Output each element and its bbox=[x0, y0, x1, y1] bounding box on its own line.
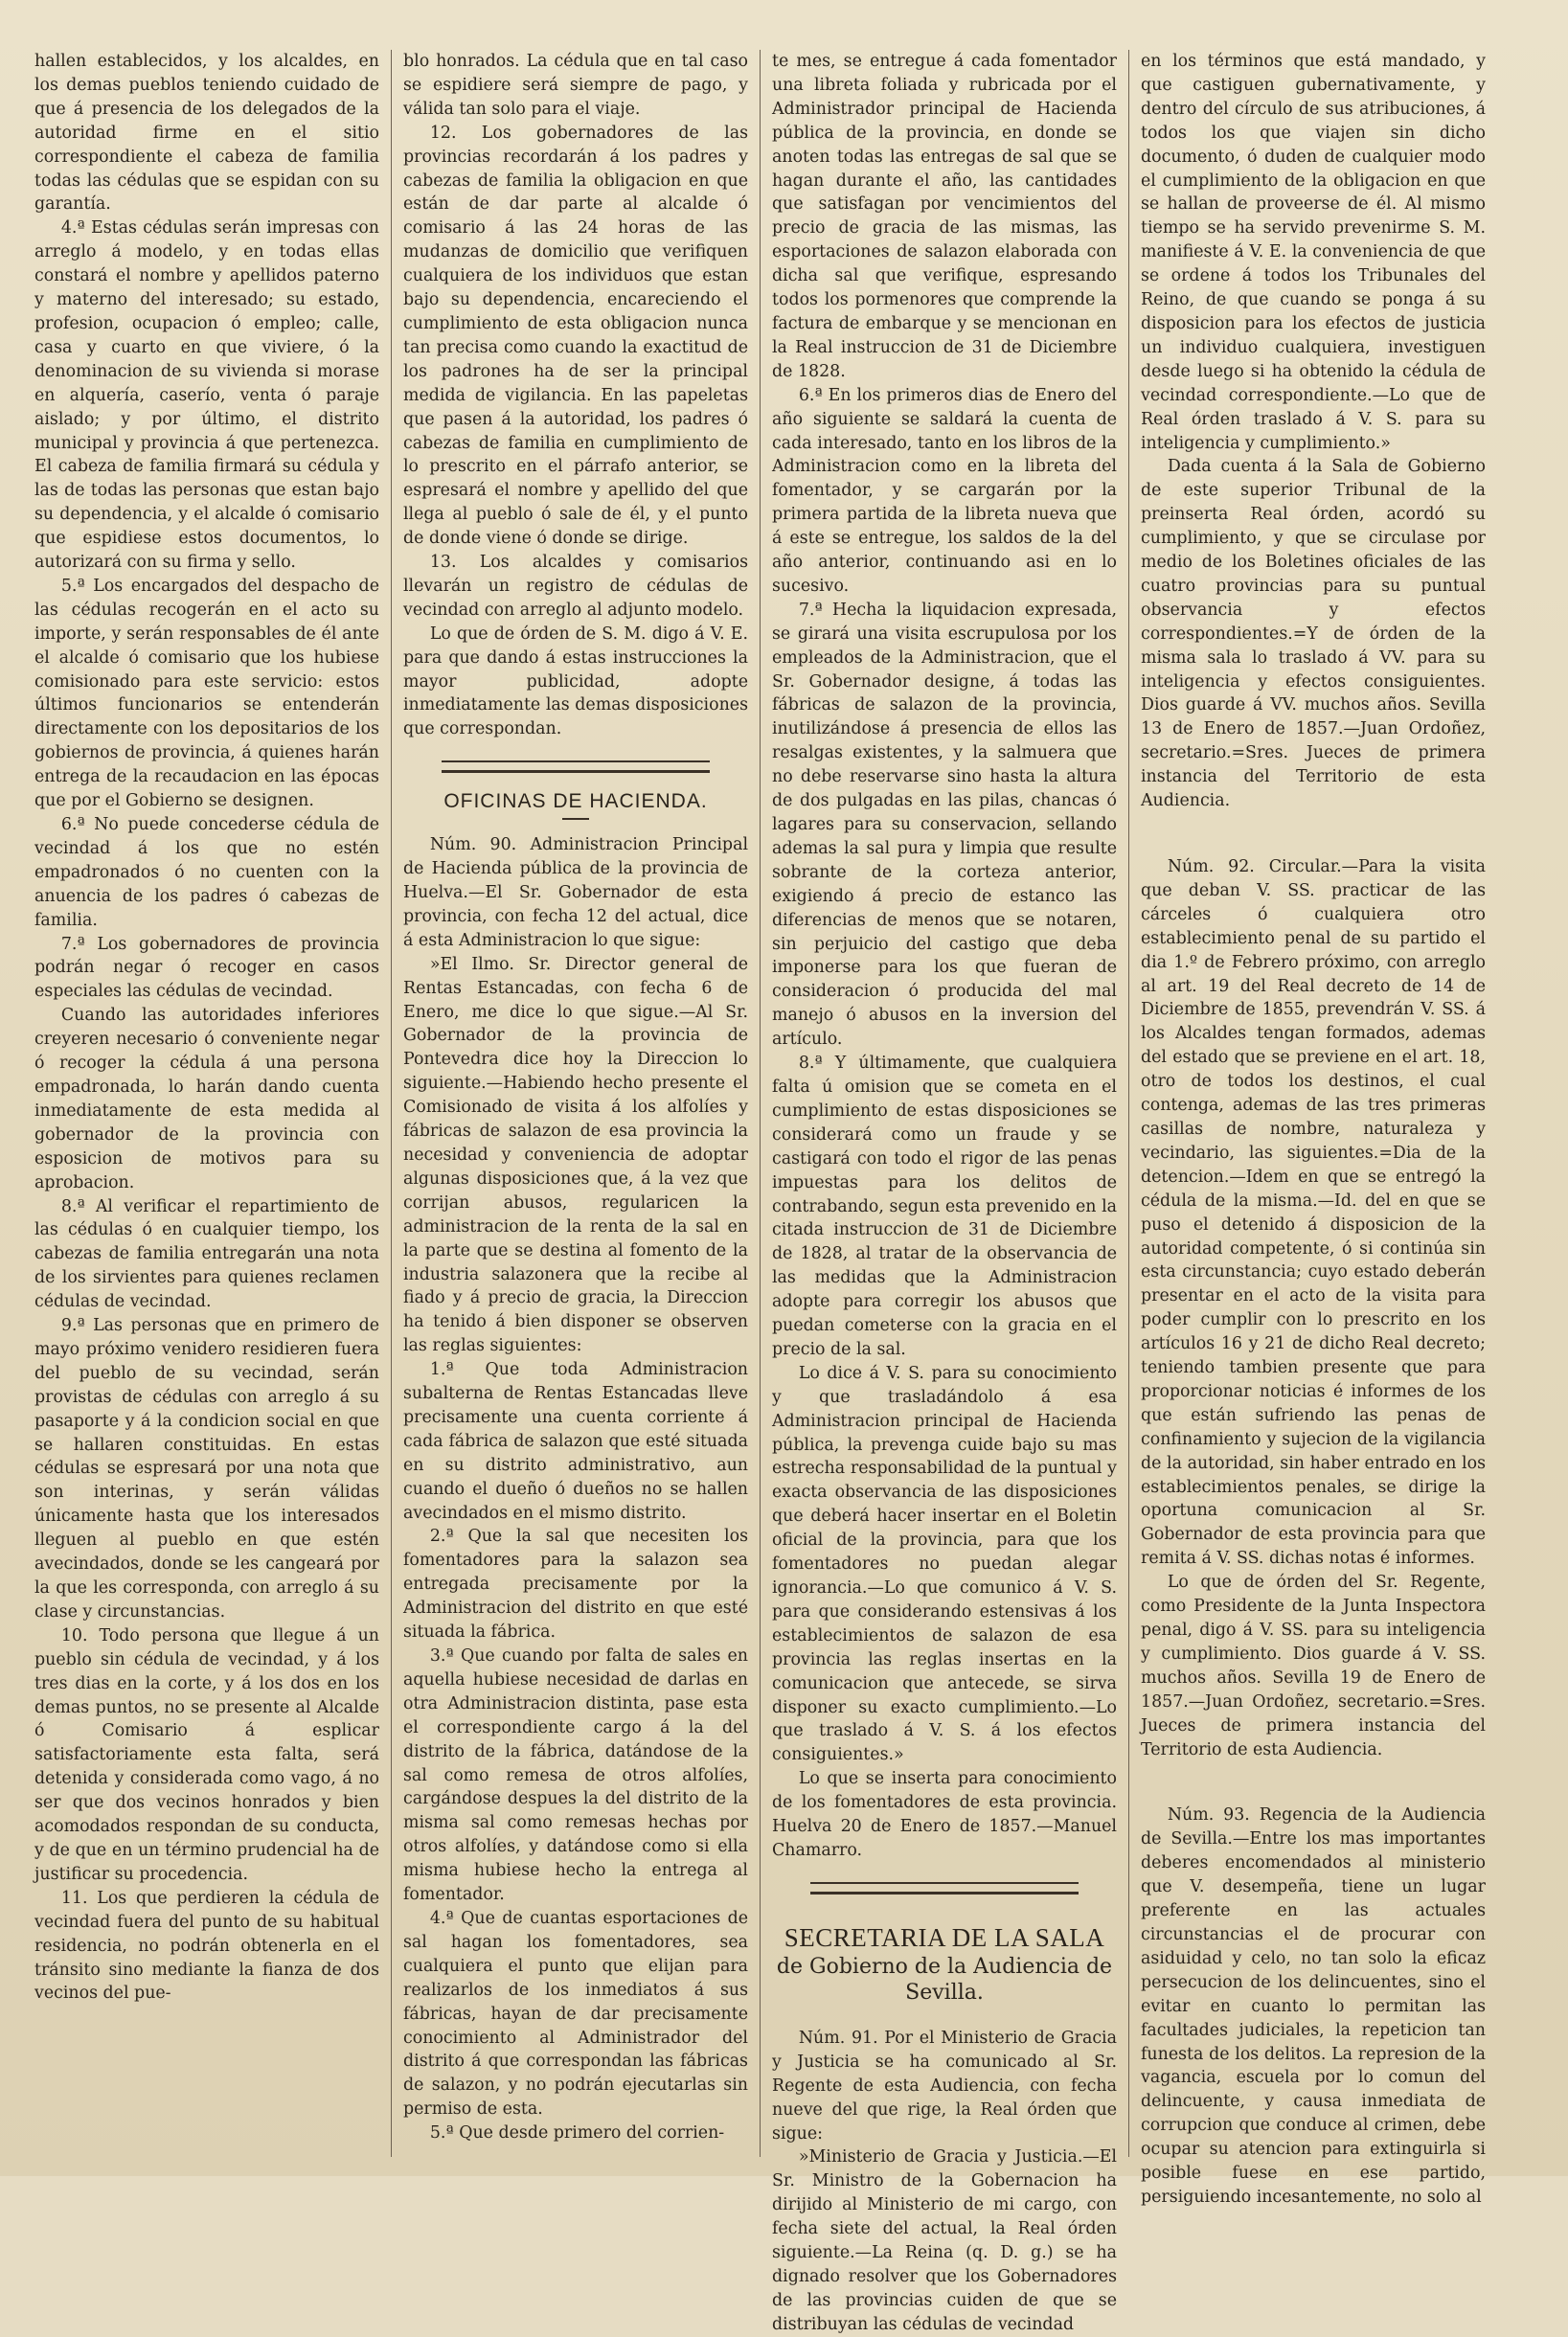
paragraph: blo honrados. La cédula que en tal caso se espidiere será siempre de pago, y válida tan solo para el viaje. bbox=[403, 52, 748, 119]
paragraph: hallen establecidos, y los alcaldes, en los demas pueblos teniendo cuidado de que á presencia de los delegados de la autoridad firme en el sitio correspondiente el cabeza de familia todas las cédulas que se espidan con su garantía. bbox=[34, 52, 379, 215]
paragraph: Lo que se inserta para conocimiento de los fomentadores de esta provincia. Huelva 20 de Enero de 1857.—Manuel Chamarro. bbox=[772, 1769, 1117, 1860]
paragraph: 5.ª Los encargados del despacho de las cédulas recogerán en el acto su importe, y serán responsables de él ante el alcalde ó comisario que los hubiese comisionado para este servicio: estos últimos funcionarios se entenderán directamente con los depositarios de los gobiernos de provincia, á quienes harán entrega de la recaudacion en las épocas que por el Gobierno se designen. bbox=[34, 576, 379, 811]
paragraph: 6.ª No puede concederse cédula de vecindad á los que no estén empadronados ó no cuenten con la anuencia de los padres ó cabezas de familia. bbox=[34, 815, 379, 930]
section-separator bbox=[442, 760, 710, 773]
paragraph: 6.ª En los primeros dias de Enero del año siguiente se saldará la cuenta de cada interesado, tanto en los libros de la Administracion como en la libreta del fomentador, y se cargarán por la primera partida de la libreta nueva que á este se entregue, los saldos de la del año anterior, continuando asi en lo sucesivo. bbox=[772, 385, 1117, 596]
title-dash bbox=[562, 818, 589, 820]
paragraph: te mes, se entregue á cada fomentador una libreta foliada y rubricada por el Administrador principal de Hacienda pública de la provincia, en donde se anoten todas las entregas de sal que se hagan durante el año, las cantidades que satisfagan por vencimientos del precio de gracia de las mismas, las esportaciones de salazon elaborada con dicha sal que verifique, espresando todos los pormenores que comprende la factura de embarque y se mencionan en la Real instruccion de 31 de Diciembre de 1828. bbox=[772, 52, 1117, 381]
columns bbox=[27, 50, 1539, 2334]
paragraph: »El Ilmo. Sr. Director general de Rentas Estancadas, con fecha 6 de Enero, me dice lo que sigue.—Al Sr. Gobernador de la provincia de Pontevedra dice hoy la Direccion lo siguiente.—Habiendo hecho presente el Comisionado de visita á los alfolíes y fábricas de salazon de esa provincia la necesidad y conveniencia de adoptar algunas disposiciones que, á la vez que corrijan abusos, regularicen la administracion de la renta de la sal en la parte que se destina al fomento de la industria salazonera que la recibe al fiado y á precio de gracia, la Direccion ha tenido á bien disponer se observen las reglas siguientes: bbox=[403, 954, 748, 1356]
paragraph: 5.ª Que desde primero del corrien- bbox=[429, 2123, 725, 2144]
paragraph: Lo que de órden de S. M. digo á V. E. para que dando á estas instrucciones la mayor publicidad, adopte inmediatamente las demas disposiciones que correspondan. bbox=[403, 624, 748, 739]
paragraph: 13. Los alcaldes y comisarios llevarán un registro de cédulas de vecindad con arreglo al adjunto modelo. bbox=[403, 553, 748, 620]
column-divider bbox=[1128, 50, 1129, 2157]
column-4 bbox=[1133, 50, 1493, 2207]
section-subtitle: de Gobierno de la Audiencia de Sevilla. bbox=[776, 1954, 1113, 2005]
paragraph: 12. Los gobernadores de las provincias recordarán á los padres y cabezas de familia la obligacion en que están de dar parte al alcalde ó comisario á las 24 horas de las mudanzas de domicilio que verifiquen cualquiera de los individuos que estan bajo su dependencia, encareciendo el cumplimiento de esta obligacion nunca tan precisa como cuando la exactitud de los padrones ha de ser la principal medida de vigilancia. En las papeletas que pasen á la autoridad, los padres ó cabezas de familia en cumplimiento de lo prescrito en el párrafo anterior, se espresará el nombre y apellido del que llega al pueblo ó sale de él, y el punto de donde viene ó donde se dirige. bbox=[403, 123, 748, 549]
spacer bbox=[1141, 1761, 1486, 1804]
paragraph: 11. Los que perdieren la cédula de vecindad fuera del punto de su habitual residencia, no podrán obtenerla en el tránsito sino mediante la fianza de dos vecinos del pue- bbox=[34, 1888, 379, 2004]
column-divider bbox=[391, 50, 392, 2157]
paragraph: 8.ª Al verificar el repartimiento de las cédulas ó en cualquier tiempo, los cabezas de familia entregarán una nota de los sirvientes para quienes reclamen cédulas de vecindad. bbox=[34, 1196, 379, 1312]
paragraph: 7.ª Hecha la liquidacion expresada, se girará una visita escrupulosa por los empleados de la Administracion, que el Sr. Gobernador designe, á todas las fábricas de salazon de la provincia, inutilizándose á presencia de ellos las resalgas existentes, y la salmuera que no debe reservarse sino hasta la altura de dos pulgadas en las pilas, chancas ó lagares para su conservacion, sellando ademas la sal pura y limpia que resulte sobrante de la corteza anterior, exigiendo á precio de estanco las diferencias de menos que se notaren, sin perjuicio del castigo que deba imponerse para los que fueran de consideracion ó producida del mal manejo ó abusos en la inversion del artículo. bbox=[772, 600, 1117, 1050]
paragraph: Núm. 93. Regencia de la Audiencia de Sevilla.—Entre los mas importantes deberes encomendados al ministerio que V. desempeña, tiene un lugar preferente en las actuales circunstancias el de procurar con asiduidad y celo, no tan solo la eficaz persecucion de los delincuentes, sino el evitar en cuanto lo permitan las facultades judiciales, la repeticion tan funesta de los delitos. La represion de la vagancia, escuela por lo comun del delincuente, y causa inmediata de corrupcion que conduce al crimen, debe ocupar su atencion para extinguirla si posible fuese en ese partido, persiguiendo incesantemente, no solo al bbox=[1141, 1805, 1486, 2207]
section-title: OFICINAS DE HACIENDA. bbox=[443, 790, 708, 813]
paragraph: Núm. 91. Por el Ministerio de Gracia y Justicia se ha comunicado al Sr. Regente de esta Audiencia, con fecha nueve del que rige, la Real órden que sigue: bbox=[772, 2028, 1117, 2144]
section-title: SECRETARIA DE LA SALA bbox=[784, 1922, 1105, 1952]
paragraph: Lo dice á V. S. para su conocimiento y que trasladándolo á esa Administracion principal de Hacienda pública, la prevenga cuide bajo su mas estrecha responsabilidad de la puntual y exacta observancia de las disposiciones que deberá hacer insertar en el Boletin oficial de la provincia, para que los fomentadores no puedan alegar ignorancia.—Lo que comunico á V. S. para que considerando estensivas á los establecimientos de salazon de esa provincia las reglas insertas en la comunicacion que antecede, se sirva disponer su exacto cumplimiento.—Lo que traslado á V. S. á los efectos consiguientes.» bbox=[772, 1363, 1117, 1765]
paragraph: Núm. 90. Administracion Principal de Hacienda pública de la provincia de Huelva.—El Sr. Gobernador de esta provincia, con fecha 12 del actual, dice á esta Administracion lo que sigue: bbox=[403, 835, 748, 950]
paragraph: 2.ª Que la sal que necesiten los fomentadores para la salazon sea entregada precisamente por la Administracion del distrito en que esté situada la fábrica. bbox=[403, 1527, 748, 1643]
paragraph: 8.ª Y últimamente, que cualquiera falta ú omision que se cometa en el cumplimiento de estas disposiciones se considerará como un fraude y se castigará con todo el rigor de las penas impuestas para los delitos de contrabando, segun esta prevenido en la citada instruccion de 31 de Diciembre de 1828, al tratar de la observancia de las medidas que la Administracion adopte para corregir los abusos que puedan cometerse con la gracia en el precio de la sal. bbox=[772, 1054, 1117, 1359]
paragraph: Núm. 92. Circular.—Para la visita que deban V. SS. practicar de las cárceles ó cualquiera otro establecimiento penal de su partido el dia 1.º de Febrero próximo, con arreglo al art. 19 del Real decreto de 14 de Diciembre de 1855, prevendrán V. SS. á los Alcaldes tengan formados, ademas del estado que se previene en el art. 18, otro de todos los destinos, el cual contenga, ademas de las tres primeras casillas de nombre, naturaleza y vecindario, las siguientes.=Dia de la detencion.—Idem en que se entregó la cédula de la misma.—Id. del en que se puso el detenido á disposicion de la autoridad competente, ó si continúa sin esta circunstancia; cuyo estado deberán presentar en el acto de la visita para poder cumplir con lo prescrito en los artículos 16 y 21 de dicho Real decreto; teniendo tambien presente que para proporcionar noticias é informes de los que están sufriendo las penas de confinamiento y sujecion de la vigilancia de la autoridad, sin haber entrado en los establecimientos penales, se dirige la oportuna comunicacion al Sr. Gobernador de esta provincia para que remita á V. SS. dichas notas é informes. bbox=[1141, 857, 1486, 1569]
paragraph: 1.ª Que toda Administracion subalterna de Rentas Estancadas lleve precisamente una cuenta corriente á cada fábrica de salazon que esté situada en su distrito administrativo, aun cuando el dueño ó dueños no se hallen avecindados en el mismo distrito. bbox=[403, 1360, 748, 1523]
paragraph: Lo que de órden del Sr. Regente, como Presidente de la Junta Inspectora penal, digo á V. SS. para su inteligencia y cumplimiento. Dios guarde á V. SS. muchos años. Sevilla 19 de Enero de 1857.—Juan Ordoñez, secretario.=Sres. Jueces de primera instancia del Territorio de esta Audiencia. bbox=[1141, 1573, 1486, 1759]
paragraph: Dada cuenta á la Sala de Gobierno de este superior Tribunal de la preinserta Real órden, acordó su cumplimiento, y que se circulase por medio de los Boletines oficiales de las cuatro provincias para su puntual observancia y efectos correspondientes.=Y de órden de la misma sala lo traslado á VV. para su inteligencia y efectos consiguientes. Dios guarde á VV. muchos años. Sevilla 13 de Enero de 1857.—Juan Ordoñez, secretario.=Sres. Jueces de primera instancia del Territorio de esta Audiencia. bbox=[1141, 457, 1486, 811]
paragraph: »Ministerio de Gracia y Justicia.—El Sr. Ministro de la Gobernacion ha dirijido al Ministerio de mi cargo, con fecha siete del actual, la Real órden siguiente.—La Reina (q. D. g.) se ha dignado resolver que los Gobernadores de las provincias cuiden de que se distribuyan las cédulas de vecindad bbox=[772, 2147, 1117, 2334]
paragraph: 10. Todo persona que llegue á un pueblo sin cédula de vecindad, y á los tres dias en la corte, y á los dos en los demas puntos, no se presente al Alcalde ó Comisario á esplicar satisfactoriamente esta falta, será detenida y considerada como vago, á no ser que dos vecinos honrados y bien acomodados respondan de su conducta, y de que en un término prudencial ha de justificar su procedencia. bbox=[34, 1625, 379, 1884]
section-separator bbox=[810, 1882, 1079, 1895]
spacer bbox=[1141, 813, 1486, 855]
paragraph: en los términos que está mandado, y que castiguen gubernativamente, y dentro del círculo de sus atribuciones, á todos los que viajen sin dicho documento, ó duden de cualquier modo el cumplimiento de la obligacion en que se hallan de proveerse de él. Al mismo tiempo se ha servido prevenirme S. M. manifieste á V. E. la conveniencia de que se ordene á todos los Tribunales del Reino, de que cuando se ponga á su disposicion para los efectos de justicia un individuo cualquiera, investiguen desde luego si ha obtenido la cédula de vecindad correspondiente.—Lo que de Real órden traslado á V. S. para su inteligencia y cumplimiento.» bbox=[1141, 52, 1486, 453]
paragraph: 4.ª Que de cuantas esportaciones de sal hagan los fomentadores, sea cualquiera el punto que elijan para realizarlos de los inmediatos á sus fábricas, hayan de dar precisamente conocimiento al Administrador del distrito á que correspondan las fábricas de salazon, y no podrán ejecutarlas sin permiso de esta. bbox=[403, 1908, 748, 2120]
paragraph: Cuando las autoridades inferiores creyeren necesario ó conveniente negar ó recoger la cédula á una persona empadronada, lo harán dando cuenta inmediatamente de esta medida al gobernador de la provincia con esposicion de motivos para su aprobacion. bbox=[34, 1006, 379, 1192]
column-1 bbox=[27, 50, 387, 2157]
column-divider bbox=[760, 50, 761, 2157]
paragraph: 3.ª Que cuando por falta de sales en aquella hubiese necesidad de darlas en otra Administracion distinta, pase esta el correspondiente cargo á la del distrito de la fábrica, datándose de la sal como remesa de otros alfolíes, cargándose despues la del distrito de la misma sal como remesas hechas por otros alfolíes, y datándose como si ella misma hubiese hecho la entrega al fomentador. bbox=[403, 1646, 748, 1905]
column-3 bbox=[764, 50, 1125, 2334]
paragraph: 4.ª Estas cédulas serán impresas con arreglo á modelo, y en todas ellas constará el nombre y apellidos paterno y materno del interesado; su estado, profesion, ocupacion ó empleo; calle, casa y cuarto en que viviere, ó la denominacion de su vivienda si morase en alquería, caserío, venta ó paraje aislado; y por último, el distrito municipal y provincia á que pertenezca. El cabeza de familia firmará su cédula y las de todas las personas que estan bajo su dependencia, y el alcalde ó comisario que espidiese estos documentos, lo autorizará con su firma y sello. bbox=[34, 218, 379, 573]
paragraph: 9.ª Las personas que en primero de mayo próximo venidero residieren fuera del pueblo de su vecindad, serán provistas de cédulas con arreglo á su pasaporte y á la condicion social en que se hallaren constituidas. En estas cédulas se espresará por una nota que son interinas, y serán válidas únicamente hasta que los interesados lleguen al pueblo en que estén avecindados, donde se les cangeará por la que les corresponda, con arreglo á su clase y circunstancias. bbox=[34, 1316, 379, 1622]
column-2 bbox=[396, 50, 756, 2157]
paragraph: 7.ª Los gobernadores de provincia podrán negar ó recoger en casos especiales las cédulas de vecindad. bbox=[34, 934, 379, 1002]
